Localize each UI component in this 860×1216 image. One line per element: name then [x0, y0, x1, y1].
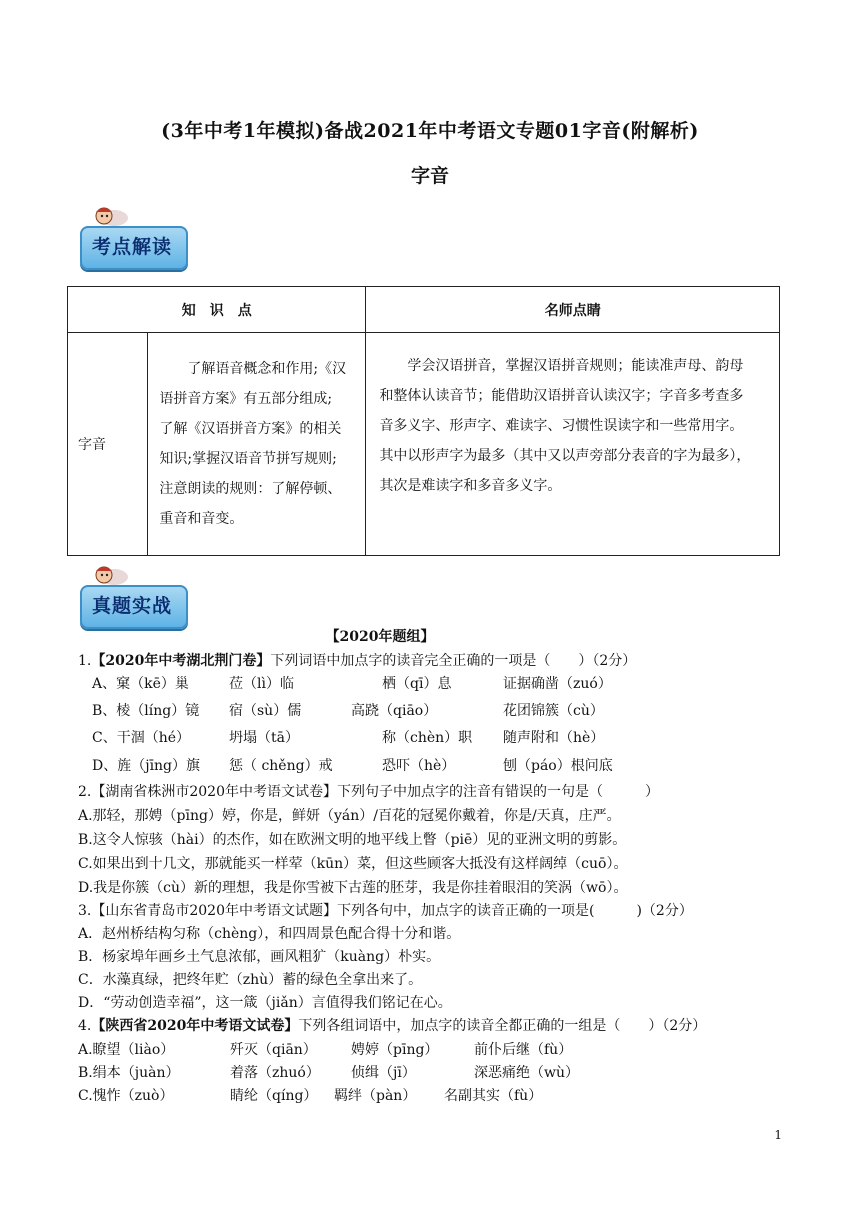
knowledge-cell — [148, 333, 366, 556]
q1-word: 坍塌（tā） — [229, 730, 299, 746]
tips-line: 学会汉语拼音，掌握汉语拼音规则；能读准声母、韵母 — [379, 358, 744, 374]
page-number: 1 — [774, 1128, 782, 1142]
tips-cell — [366, 333, 780, 556]
question-3-stem: 3.【山东省青岛市2020年中考语文试题】下列各句中，加点字的读音正确的一项是( )（2分） — [78, 903, 693, 919]
kaodian-label: 考点解读 — [91, 236, 172, 258]
q1-word: 恐吓（hè） — [382, 758, 456, 774]
q4-word: B.绢本（juàn） — [78, 1065, 180, 1081]
zhenti-label: 真题实战 — [91, 595, 172, 617]
section-title: 字音 — [410, 165, 449, 187]
document-title: (3年中考1年模拟)备战2021年中考语文专题01字音(附解析) — [161, 120, 699, 142]
table-header-knowledge: 知 识 点 — [68, 287, 366, 333]
question-source: 【陕西省2020年中考语文试卷】 — [91, 1018, 299, 1034]
knowledge-line: 语拼音方案》有五部分组成; — [159, 391, 333, 407]
q1-word: 证据确凿（zuó） — [503, 676, 612, 692]
q3-option-b: B．杨家埠年画乡土气息浓郁，画风粗犷（kuàng）朴实。 — [78, 949, 441, 965]
q1-word: 刨（páo）根问底 — [503, 758, 613, 774]
q1-word: 花团锦簇（cù） — [503, 703, 604, 719]
q4-word: 深恶痛绝（wù） — [474, 1065, 579, 1081]
question-source: 【2020年中考湖北荆门卷】 — [91, 653, 271, 669]
knowledge-line: 注意朗读的规则：了解停顿、 — [159, 481, 342, 497]
knowledge-line: 了解语音概念和作用;《汉 — [159, 361, 347, 377]
zhenti-banner — [74, 563, 186, 627]
knowledge-line: 了解《汉语拼音方案》的相关 — [159, 421, 342, 437]
q2-option-a: A.那轻，那娉（pīng）婷，你是，鲜妍（yán）/百花的冠冕你戴着，你是/天真，庄严。 — [78, 808, 621, 824]
q3-option-c: C．水藻真绿，把终年贮（zhù）蓄的绿色全拿出来了。 — [78, 972, 423, 988]
q3-option-a: A．赵州桥结构匀称（chèng），和四周景色配合得十分和谐。 — [78, 926, 461, 942]
q4-word: 着落（zhuó） — [230, 1065, 320, 1081]
q4-word: 娉婷（pīng） — [351, 1042, 439, 1058]
q4-word: 歼灭（qiān） — [230, 1042, 317, 1058]
row-label: 字音 — [68, 333, 148, 556]
q1-word: 称（chèn）职 — [382, 730, 473, 746]
q4-word: 睛纶（qíng） — [230, 1088, 318, 1104]
question-4-stem — [78, 1014, 706, 1038]
q1-word: B、棱（líng）镜 — [92, 703, 200, 719]
q4-word: A.瞭望（liào） — [78, 1042, 175, 1058]
q1-word: 栖（qī）息 — [382, 676, 452, 692]
table-header-tips: 名师点睛 — [366, 287, 780, 333]
q1-word: 惩（ chěng）戒 — [229, 758, 333, 774]
tips-line: 和整体认读音节；能借助汉语拼音认读汉字；字音多考查多 — [379, 388, 744, 404]
knowledge-line: 重音和音变。 — [159, 511, 244, 527]
q1-word: D、旌（jīng）旗 — [92, 758, 201, 774]
q1-word: 莅（lì）临 — [229, 676, 294, 692]
q4-word: 羁绊（pàn） — [334, 1088, 417, 1104]
q2-option-c: C.如果出到十几文，那就能买一样荤（kūn）菜，但这些顾客大抵没有这样阔绰（cuō）。 — [78, 856, 628, 872]
knowledge-line: 知识;掌握汉语音节拼写规则; — [159, 451, 337, 467]
q2-option-b: B.这令人惊骇（hài）的杰作，如在欧洲文明的地平线上瞥（piē）见的亚洲文明的剪影。 — [78, 832, 627, 848]
question-text: 下列词语中加点字的读音完全正确的一项是（ ）（2分） — [270, 653, 637, 669]
q1-word: 随声附和（hè） — [503, 730, 605, 746]
question-2-stem: 2.【湖南省株洲市2020年中考语文试卷】下列句子中加点字的注音有错误的一句是（ ） — [78, 784, 659, 800]
tips-line: 其中以形声字为最多（其中又以声旁部分表音的字为最多）， — [379, 448, 751, 464]
q4-word: 名副其实（fù） — [444, 1088, 543, 1104]
knowledge-table — [67, 286, 780, 556]
q1-word: C、干涸（hé） — [92, 730, 191, 746]
group-title: 【2020年题组】 — [325, 629, 435, 645]
q4-word: 侦缉（jī） — [351, 1065, 416, 1081]
q1-word: A、窠（kē）巢 — [92, 676, 189, 692]
q3-option-d: D．“劳动创造幸福”，这一箴（jiǎn）言值得我们铭记在心。 — [78, 995, 452, 1011]
question-1-stem — [78, 649, 636, 673]
question-text: 下列各组词语中，加点字的读音全都正确的一组是（ ）（2分） — [298, 1018, 707, 1034]
q1-word: 高跷（qiāo） — [351, 703, 438, 719]
tips-line: 音多义字、形声字、难读字、习惯性误读字和一些常用字。 — [379, 418, 744, 434]
question-number: 4. — [78, 1018, 92, 1034]
kaodian-banner — [74, 204, 186, 268]
question-number: 1. — [78, 653, 92, 669]
tips-line: 其次是难读字和多音多义字。 — [379, 478, 562, 494]
q4-word: 前仆后继（fù） — [474, 1042, 573, 1058]
q4-word: C.愧怍（zuò） — [78, 1088, 174, 1104]
q2-option-d: D.我是你簇（cù）新的理想，我是你雪被下古莲的胚芽，我是你挂着眼泪的笑涡（wō）。 — [78, 880, 628, 896]
q1-word: 宿（sù）儒 — [229, 703, 302, 719]
